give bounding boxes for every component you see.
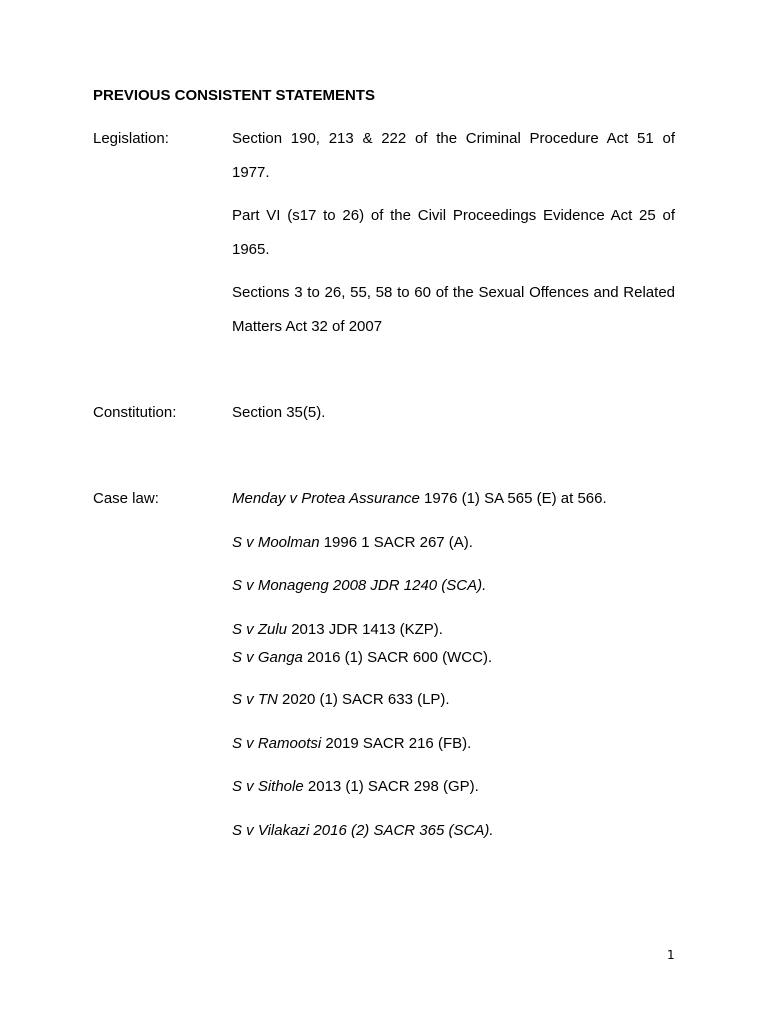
legislation-label: Legislation: — [93, 130, 169, 147]
legislation-entry-1-line-2: 1977. — [232, 164, 270, 181]
constitution-label: Constitution: — [93, 404, 177, 421]
legislation-entry-3-line-1: Sections 3 to 26, 55, 58 to 60 of the Sexual Offences and Related — [232, 284, 675, 301]
legislation-entry-2-line-2: 1965. — [232, 241, 270, 258]
case-law-label: Case law: — [93, 490, 159, 507]
case-citation — [232, 534, 473, 552]
case-name: S v Zulu — [232, 621, 288, 638]
legislation-entry-3-line-2: Matters Act 32 of 2007 — [232, 318, 383, 335]
case-reference: 2013 JDR 1413 (KZP). — [287, 621, 443, 638]
document-title: PREVIOUS CONSISTENT STATEMENTS — [93, 87, 375, 104]
case-name: S v Ramootsi — [232, 735, 322, 752]
case-reference: 1996 1 SACR 267 (A). — [319, 534, 473, 551]
case-citation — [232, 735, 471, 753]
constitution-text: Section 35(5). — [232, 404, 326, 421]
case-reference: 2019 SACR 216 (FB). — [321, 735, 472, 752]
case-citation — [232, 778, 479, 796]
case-reference: 2013 (1) SACR 298 (GP). — [303, 778, 479, 795]
case-reference: 2020 (1) SACR 633 (LP). — [277, 691, 450, 708]
legislation-entry-2-line-1: Part VI (s17 to 26) of the Civil Proceedings Evidence Act 25 of — [232, 207, 675, 224]
legislation-entry-1-line-1: Section 190, 213 & 222 of the Criminal Procedure Act 51 of — [232, 130, 675, 147]
case-name: S v TN — [232, 691, 278, 708]
page-number: 1 — [667, 948, 675, 962]
case-name: S v Vilakazi 2016 (2) SACR 365 (SCA). — [232, 822, 494, 839]
case-citation — [232, 691, 450, 709]
case-name: S v Ganga — [232, 649, 303, 666]
case-name: S v Monageng 2008 JDR 1240 (SCA). — [232, 577, 487, 594]
case-reference: 2016 (1) SACR 600 (WCC). — [302, 649, 493, 666]
case-name: S v Sithole — [232, 778, 304, 795]
case-reference: 1976 (1) SA 565 (E) at 566. — [419, 490, 607, 507]
case-citation — [232, 490, 607, 508]
case-name: Menday v Protea Assurance — [232, 490, 420, 507]
case-name: S v Moolman — [232, 534, 320, 551]
case-citation — [232, 577, 486, 595]
case-citation — [232, 621, 443, 639]
case-citation — [232, 822, 494, 840]
case-citation — [232, 649, 492, 667]
